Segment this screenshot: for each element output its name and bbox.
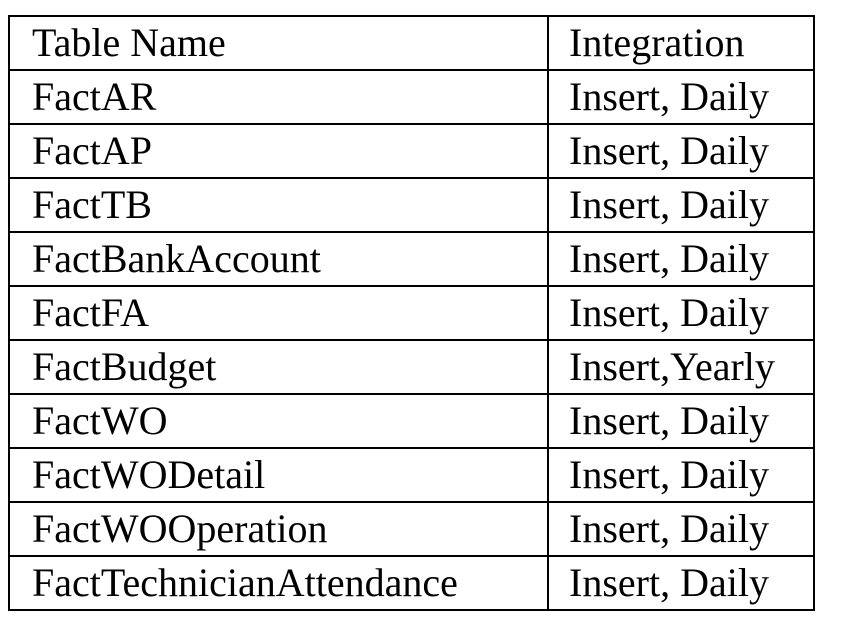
integration-cell: Insert, Daily (548, 448, 814, 502)
table-name-cell: FactAR (9, 70, 548, 124)
table-name-cell: FactTechnicianAttendance (9, 556, 548, 610)
integration-cell: Insert, Daily (548, 232, 814, 286)
table-row (9, 232, 814, 286)
table-row (9, 286, 814, 340)
integration-cell: Insert, Daily (548, 286, 814, 340)
table-row (9, 340, 814, 394)
table-name-cell: FactBudget (9, 340, 548, 394)
integration-table (8, 15, 815, 611)
table-row (9, 394, 814, 448)
integration-cell: Insert, Daily (548, 394, 814, 448)
table-header-row (9, 16, 814, 70)
integration-cell: Insert, Daily (548, 70, 814, 124)
table-name-cell: FactWOOperation (9, 502, 548, 556)
integration-cell: Insert, Daily (548, 556, 814, 610)
table-row (9, 502, 814, 556)
table-name-cell: FactWODetail (9, 448, 548, 502)
table-row (9, 70, 814, 124)
table-row (9, 448, 814, 502)
header-table-name: Table Name (9, 16, 548, 70)
table-row (9, 178, 814, 232)
table-name-cell: FactAP (9, 124, 548, 178)
integration-cell: Insert, Daily (548, 124, 814, 178)
table-name-cell: FactFA (9, 286, 548, 340)
table-name-cell: FactTB (9, 178, 548, 232)
header-integration: Integration (548, 16, 814, 70)
table-row (9, 124, 814, 178)
table-name-cell: FactWO (9, 394, 548, 448)
integration-cell: Insert, Daily (548, 178, 814, 232)
integration-cell: Insert, Daily (548, 502, 814, 556)
integration-cell: Insert,Yearly (548, 340, 814, 394)
table-name-cell: FactBankAccount (9, 232, 548, 286)
table-row (9, 556, 814, 610)
